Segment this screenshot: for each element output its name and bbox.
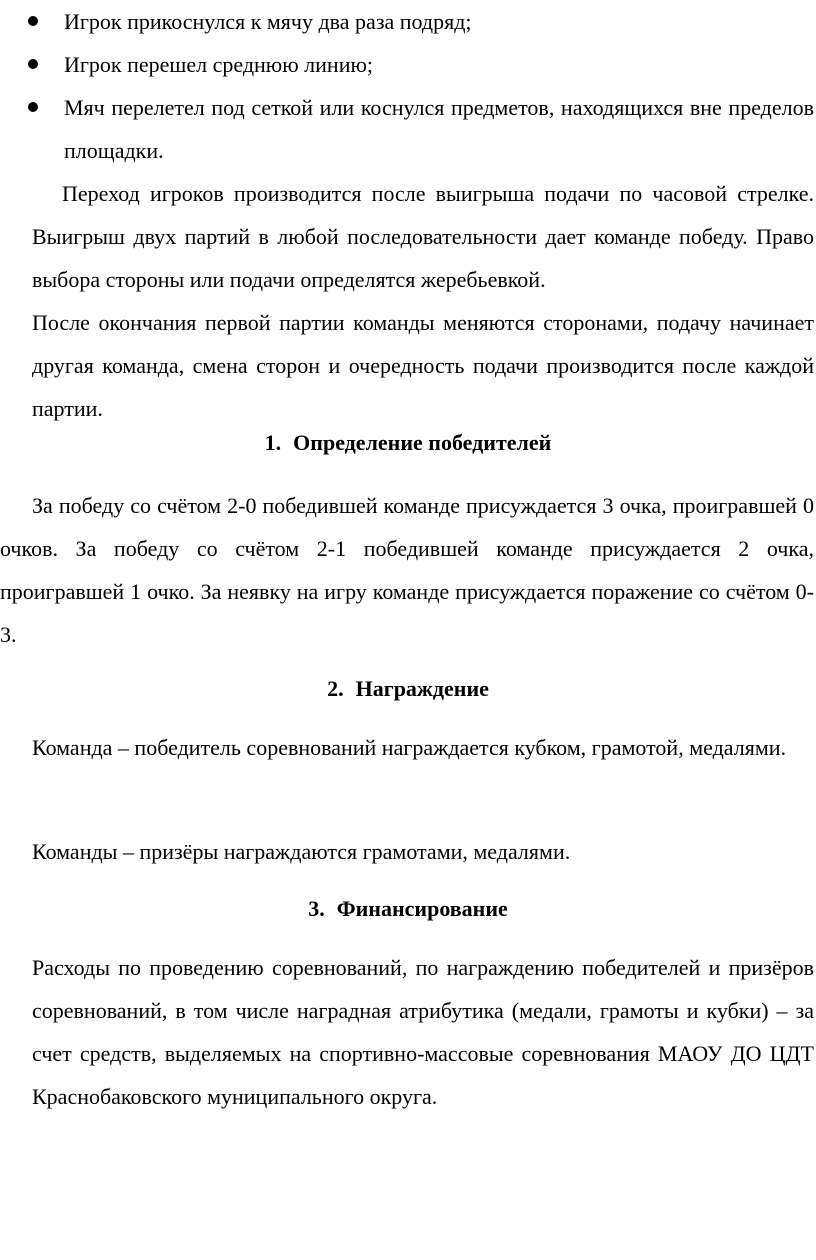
- list-item-text: Мяч перелетел под сеткой или коснулся предметов, находящихся вне пределов площадки.: [64, 95, 814, 163]
- bullet-icon: [28, 59, 38, 69]
- funding-paragraph: Расходы по проведению соревнований, по награждению победителей и призёров соревнований, в том числе наградная атрибутика (медали, грамоты и кубки) – за счет средств, выделяемых на спортивно-массовые соревнования МАОУ ДО ЦДТ Краснобаковского муниципального округа.: [32, 955, 814, 1109]
- section-title: Финансирование: [336, 896, 508, 921]
- rotation-paragraph: Переход игроков производится после выигрыша подачи по часовой стрелке. Выигрыш двух партий в любой последовательности дает команде победу. Право выбора стороны или подачи определятся жеребьевкой.: [32, 181, 814, 292]
- list-item: [24, 0, 814, 43]
- section-heading-funding: [0, 894, 816, 924]
- list-item: [24, 43, 814, 86]
- section-number: 3.: [308, 896, 325, 921]
- section-heading-awards: [0, 674, 816, 704]
- bullet-icon: [28, 102, 38, 112]
- list-item-text: Игрок прикоснулся к мячу два раза подряд;: [64, 9, 472, 34]
- violations-list: [24, 0, 814, 172]
- winners-paragraph: За победу со счётом 2-0 победившей команде присуждается 3 очка, проигравшей 0 очков. За победу со счётом 2-1 победившей команде присуждается 2 очка, проигравшей 1 очко. За неявку на игру команде присуждается поражение со счётом 0-3.: [0, 493, 814, 647]
- section-title: Награждение: [355, 676, 489, 701]
- list-item: [24, 86, 814, 172]
- section-number: 1.: [264, 430, 282, 455]
- side-change-paragraph: После окончания первой партии команды меняются сторонами, подачу начинает другая команда, смена сторон и очередность подачи производится после каждой партии.: [32, 310, 814, 421]
- section-heading-winners: [0, 428, 816, 458]
- bullet-icon: [28, 16, 38, 26]
- winner-award-paragraph: Команда – победитель соревнований награждается кубком, грамотой, медалями.: [32, 735, 787, 760]
- list-item-text: Игрок перешел среднюю линию;: [64, 52, 374, 77]
- section-title: Определение победителей: [293, 430, 552, 455]
- prizewinner-award-paragraph: Команды – призёры награждаются грамотами, медалями.: [32, 839, 571, 864]
- section-number: 2.: [327, 676, 344, 701]
